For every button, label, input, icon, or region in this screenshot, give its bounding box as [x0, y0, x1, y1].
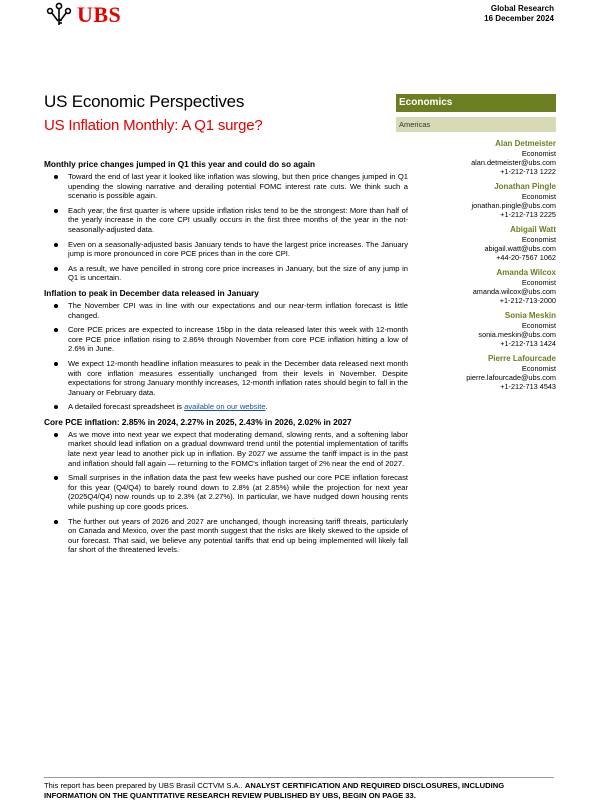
- analyst-phone: +1-212-713-2000: [499, 296, 556, 305]
- website-link[interactable]: available on our website: [184, 402, 266, 412]
- list-item: [44, 517, 408, 555]
- bullet-icon: [54, 405, 58, 409]
- analyst-role: Economist: [521, 192, 556, 201]
- bullet-icon: [54, 243, 58, 247]
- bullet-text-prefix: A detailed forecast spreadsheet is: [68, 402, 185, 412]
- footer-disclosure: [44, 781, 556, 800]
- analyst-role: Economist: [521, 235, 556, 244]
- section-heading: Core PCE inflation: 2.85% in 2024, 2.27% in 2025, 2.43% in 2026, 2.02% in 2027: [44, 416, 352, 427]
- bullet-text: As a result, we have pencilled in strong core price increases in January, but the size of any jump in Q1 is uncertain.: [68, 263, 408, 283]
- analyst-email[interactable]: pierre.lafourcade@ubs.com: [466, 373, 556, 382]
- bullet-text: The further out years of 2026 and 2027 are unchanged, though increasing tariff threats, particularly on Canada and Mexico, over the past month suggest that the risks are likely skewed to the upside of our forecast. That said, we believe any potential tariffs that end up being implemented will likely fall far short of the threatened levels.: [68, 516, 408, 555]
- analyst-email[interactable]: jonathan.pingle@ubs.com: [471, 201, 556, 210]
- footer-prefix: This report has been prepared by UBS Brasil CCTVM S.A..: [44, 781, 243, 790]
- bullet-icon: [54, 209, 58, 213]
- page-title: US Economic Perspectives: [44, 92, 245, 111]
- bullet-icon: [54, 476, 58, 480]
- analyst-role: Economist: [521, 364, 556, 373]
- list-item: [44, 301, 408, 320]
- ubs-keys-icon: [44, 2, 74, 28]
- ubs-logo: [44, 2, 121, 28]
- analyst-role: Economist: [521, 149, 556, 158]
- analyst-phone: +1-212-713 1424: [500, 339, 556, 348]
- bullet-text: As we move into next year we expect that moderating demand, slowing rents, and a softening labor market should lead inflation on a gradual downward trend until the potential implementation of tariffs late next year lead to another pick up in inflation. By 2027 we assume the tariff impact is in the past and inflation should fall again — returning to the FOMC's inflation target of 2% near the end of 2027.: [68, 429, 408, 468]
- analyst-email[interactable]: abigail.watt@ubs.com: [484, 244, 556, 253]
- bullet-text-suffix: .: [265, 402, 268, 412]
- footer-disclosure-bold: ANALYST CERTIFICATION AND REQUIRED DISCLOSURES, INCLUDING INFORMATION ON THE QUANTITATIVE RESEARCH REVIEW PUBLISHED BY UBS, BEGIN ON PAGE 33.: [44, 781, 505, 800]
- list-item: [44, 359, 408, 397]
- analyst-email[interactable]: amanda.wilcox@ubs.com: [472, 287, 556, 296]
- bullet-list: [44, 172, 408, 283]
- footer-divider: [44, 777, 554, 778]
- bullet-list: [44, 430, 408, 555]
- bullet-text: Even on a seasonally-adjusted basis January tends to have the largest price increases. The January jump is more pronounced in core PCE prices than in the core CPI.: [68, 239, 408, 259]
- bullet-text: We expect 12-month headline inflation measures to peak in the December data released next month with core inflation measures essentially unchanged from their levels in November. Despite expectations for strong January monthly increases, 12-month inflation rates should begin to fall in the January or February data.: [68, 358, 408, 397]
- bullet-icon: [54, 362, 58, 366]
- page-subtitle: US Inflation Monthly: A Q1 surge?: [44, 117, 263, 134]
- analyst-role: Economist: [521, 278, 556, 287]
- analyst-card: [396, 353, 556, 391]
- division-label: Global Research: [490, 4, 554, 13]
- analyst-name: Jonathan Pingle: [494, 182, 556, 191]
- list-item: [44, 325, 408, 354]
- bullet-icon: [54, 267, 58, 271]
- list-item: [44, 430, 408, 468]
- analyst-name: Amanda Wilcox: [496, 268, 556, 277]
- analyst-name: Pierre Lafourcade: [487, 354, 556, 363]
- analyst-name: Sonia Meskin: [504, 311, 556, 320]
- bullet-icon: [54, 520, 58, 524]
- brand-name: UBS: [77, 2, 122, 27]
- analyst-email[interactable]: alan.detmeister@ubs.com: [471, 158, 556, 167]
- list-item: [44, 240, 408, 259]
- analyst-card: [396, 138, 556, 176]
- section-heading: Inflation to peak in December data released in January: [44, 287, 259, 298]
- analyst-phone: +44-20-7567 1062: [496, 253, 556, 262]
- analyst-card: [396, 267, 556, 305]
- header-meta: [484, 4, 554, 24]
- bullet-text: Toward the end of last year it looked like inflation was slowing, but then price changes jumped in Q1 upending the slowing narrative and derailing potential FOMC interest rate cuts. We think such a scenario is possible again.: [68, 172, 408, 201]
- analyst-phone: +1-212-713 1222: [500, 167, 556, 176]
- analyst-role: Economist: [521, 321, 556, 330]
- bullet-text: Each year, the first quarter is where upside inflation risks tend to be the strongest: More than half of the yearly increase in the core CPI usually occurs in the first three months of the year in the not-seasonally-adjusted data.: [68, 205, 408, 234]
- bullet-icon: [54, 304, 58, 308]
- bullet-text: The November CPI was in line with our expectations and our near-term inflation forecast is little changed.: [68, 300, 408, 320]
- analyst-card: [396, 224, 556, 262]
- list-item: [44, 172, 408, 201]
- bullet-icon: [54, 328, 58, 332]
- analyst-card: [396, 181, 556, 219]
- region-badge: Americas: [396, 117, 556, 132]
- list-item: [44, 206, 408, 235]
- section-heading: Monthly price changes jumped in Q1 this year and could do so again: [44, 159, 316, 169]
- list-item: [44, 473, 408, 511]
- analyst-name: Abigail Watt: [510, 225, 556, 234]
- bullet-icon: [54, 433, 58, 437]
- analyst-email[interactable]: sonia.meskin@ubs.com: [478, 330, 556, 339]
- analyst-phone: +1-212-713 4543: [500, 382, 556, 391]
- bullet-icon: [54, 175, 58, 179]
- bullet-text: Core PCE prices are expected to increase 15bp in the data released later this week with 12-month core PCE price inflation rising to 2.86% through November from core PCE inflation hitting a low of 2.6% in June.: [68, 325, 408, 354]
- bullet-text: Small surprises in the inflation data the past few weeks have pushed our core PCE inflation forecast for this year (Q4/Q4) to barely round down to 2.8% (at 2.85%) while the projection for next year (2025Q4/Q4) now rounds up to 2.3% (at 2.27%). In particular, we have nudged down housing rents while pushing up core goods prices.: [68, 473, 408, 512]
- analyst-name: Alan Detmeister: [495, 139, 556, 148]
- category-badge: Economics: [396, 94, 556, 112]
- publish-date: 16 December 2024: [484, 14, 554, 23]
- list-item: [44, 264, 408, 283]
- analyst-phone: +1-212-713 2225: [500, 210, 556, 219]
- analyst-card: [396, 310, 556, 348]
- analyst-list: [396, 138, 556, 396]
- list-item: [44, 402, 408, 412]
- report-body: [44, 159, 408, 560]
- bullet-list: [44, 301, 408, 412]
